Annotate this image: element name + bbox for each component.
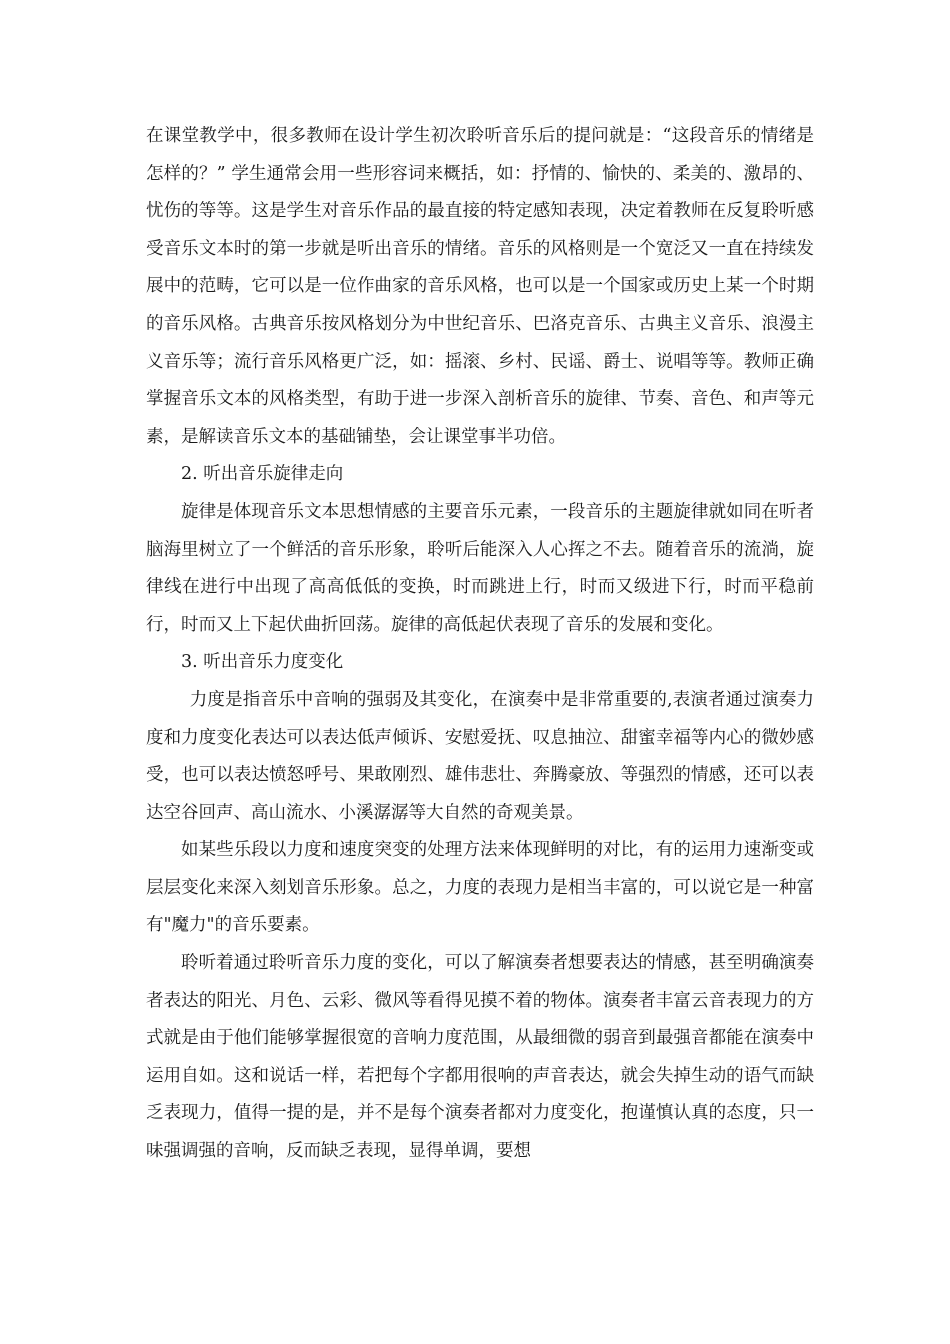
paragraph-melody: 旋律是体现音乐文本思想情感的主要音乐元素，一段音乐的主题旋律就如同在听者脑海里树立了一个鲜活的音乐形象，聆听后能深入人心挥之不去。随着音乐的流淌，旋律线在进行中出现了高高低低的变换，时而跳进上行，时而又级进下行，时而平稳前行，时而又上下起伏曲折回荡。旋律的高低起伏表现了音乐的发展和变化。 [146,501,814,635]
section-heading-melody: 2. 听出音乐旋律走向 [181,464,344,485]
paragraph-style-intro: 在课堂教学中，很多教师在设计学生初次聆听音乐后的提问就是：“这段音乐的情绪是怎样的？” 学生通常会用一些形容词来概括，如：抒情的、愉快的、柔美的、激昂的、忧伤的等等。这是学生对音乐作品的最直接的特定感知表现，决定着教师在反复聆听感受音乐文本时的第一步就是听出音乐的情绪。音乐的风格则是一个宽泛又一直在持续发展中的范畴，它可以是一位作曲家的音乐风格，也可以是一个国家或历史上某一个时期的音乐风格。古典音乐按风格划分为中世纪音乐、巴洛克音乐、古典主义音乐、浪漫主义音乐等；流行音乐风格更广泛，如：摇滚、乡村、民谣、爵士、说唱等等。教师正确掌握音乐文本的风格类型，有助于进一步深入剖析音乐的旋律、节奏、音色、和声等元素，是解读音乐文本的基础铺垫，会让课堂事半功倍。 [146,126,814,447]
paragraph-dynamics-listening: 聆听着通过聆听音乐力度的变化，可以了解演奏者想要表达的情感，甚至明确演奏者表达的阳光、月色、云彩、微风等看得见摸不着的物体。演奏者丰富云音表现力的方式就是由于他们能够掌握很宽的音响力度范围，从最细微的弱音到最强音都能在演奏中运用自如。这和说话一样，若把每个字都用很响的声音表达，就会失掉生动的语气而缺乏表现力，值得一提的是，并不是每个演奏者都对力度变化，抱谨慎认真的态度，只一味强调强的音响，反而缺乏表现，显得单调，要想 [146,953,814,1162]
paragraph-dynamics-definition: 力度是指音乐中音响的强弱及其变化，在演奏中是非常重要的,表演者通过演奏力度和力度变化表达可以表达低声倾诉、安慰爱抚、叹息抽泣、甜蜜幸福等内心的微妙感受，也可以表达愤怒呼号、果敢刚烈、雄伟悲壮、奔腾豪放、等强烈的情感，还可以表达空谷回声、高山流水、小溪潺潺等大自然的奇观美景。 [146,689,814,823]
document-body [146,118,814,1171]
paragraph-dynamics-contrast: 如某些乐段以力度和速度突变的处理方法来体现鲜明的对比，有的运用力速渐变或层层变化来深入刻划音乐形象。总之，力度的表现力是相当丰富的，可以说它是一种富有"魔力"的音乐要素。 [146,840,814,936]
section-heading-dynamics: 3. 听出音乐力度变化 [181,652,344,673]
